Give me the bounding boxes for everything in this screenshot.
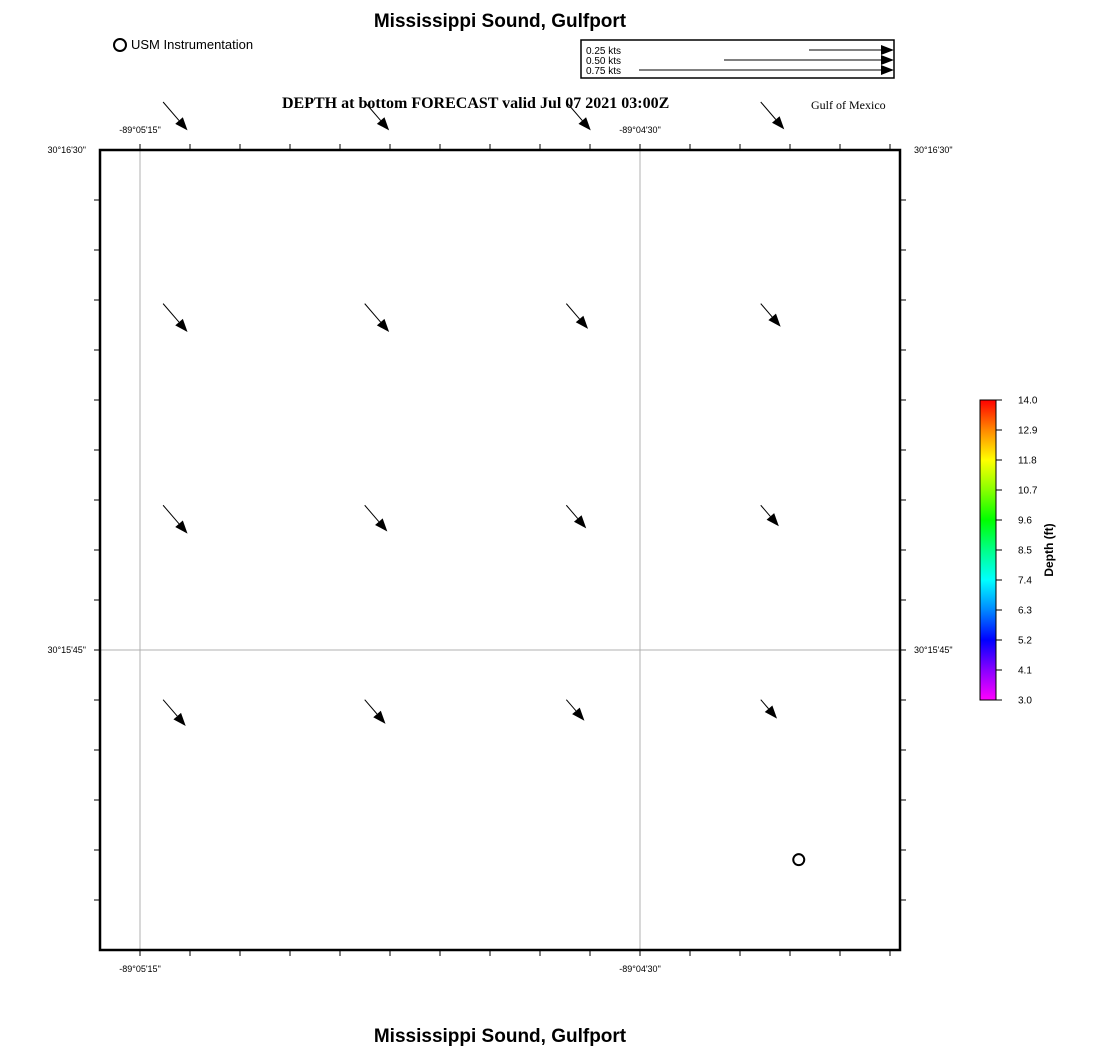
- colorbar-label: 3.0: [1018, 695, 1032, 707]
- footer-title: Mississippi Sound, Gulfport: [373, 1026, 627, 1047]
- colorbar-label: 8.5: [1018, 545, 1032, 557]
- colorbar-title: Depth (ft): [1042, 523, 1056, 577]
- current-vector-arrow: [163, 304, 187, 332]
- forecast-title: DEPTH at bottom FORECAST valid Jul 07 2021 03:00Z: [282, 95, 670, 112]
- current-vector-arrow: [163, 505, 187, 533]
- colorbar-label: 7.4: [1018, 575, 1032, 587]
- current-vector-arrow: [566, 505, 586, 528]
- lon-tick-bottom-2: -89°04'30": [619, 964, 661, 974]
- colorbar-label: 12.9: [1018, 425, 1038, 437]
- current-vector-arrow: [365, 505, 388, 531]
- colorbar-scale: [980, 400, 996, 700]
- map-title: Mississippi Sound, Gulfport: [373, 11, 627, 32]
- lat-tick-left-1: 30°16'30": [47, 145, 86, 155]
- lat-tick-right-1: 30°16'30": [914, 145, 953, 155]
- current-vector-arrow: [761, 304, 781, 327]
- map-frame: [100, 150, 900, 950]
- depth-colorbar: [980, 396, 1056, 707]
- map-grid: [100, 150, 900, 950]
- lat-tick-right-2: 30°15'45": [914, 645, 953, 655]
- usm-legend-label: USM Instrumentation: [131, 37, 254, 52]
- lon-tick-top-1: -89°05'15": [119, 125, 161, 135]
- colorbar-label: 11.8: [1018, 455, 1037, 467]
- colorbar-label: 9.6: [1018, 515, 1032, 527]
- current-vector-arrow: [761, 700, 777, 719]
- current-vector-arrow: [163, 102, 187, 130]
- current-vector-arrow: [163, 700, 186, 726]
- lon-tick-bottom-1: -89°05'15": [119, 964, 161, 974]
- speed-key-label: 0.50 kts: [586, 56, 622, 67]
- current-vector-arrow: [566, 102, 590, 130]
- current-vector-arrow: [365, 700, 386, 724]
- colorbar-label: 6.3: [1018, 605, 1032, 617]
- lat-tick-left-2: 30°15'45": [47, 645, 86, 655]
- colorbar-label: 10.7: [1018, 485, 1038, 497]
- speed-key-label: 0.25 kts: [586, 46, 622, 57]
- colorbar-label: 4.1: [1018, 665, 1032, 677]
- current-vector-arrow: [365, 102, 389, 130]
- current-vector-arrow: [566, 700, 584, 721]
- minor-ticks: [94, 144, 906, 956]
- speed-key-frame: [581, 40, 894, 78]
- current-vector-arrow: [365, 304, 389, 332]
- lon-tick-top-2: -89°04'30": [619, 125, 661, 135]
- current-vector-arrow: [761, 102, 785, 129]
- region-label: Gulf of Mexico: [811, 98, 886, 112]
- colorbar-label: 14.0: [1018, 395, 1038, 407]
- current-vector-arrow: [566, 304, 588, 329]
- current-vectors: [163, 102, 784, 726]
- speed-key-label: 0.75 kts: [586, 66, 622, 77]
- current-vector-arrow: [761, 505, 779, 526]
- colorbar-label: 5.2: [1018, 635, 1032, 647]
- usm-station-marker[interactable]: [793, 854, 804, 865]
- speed-key: [581, 40, 894, 78]
